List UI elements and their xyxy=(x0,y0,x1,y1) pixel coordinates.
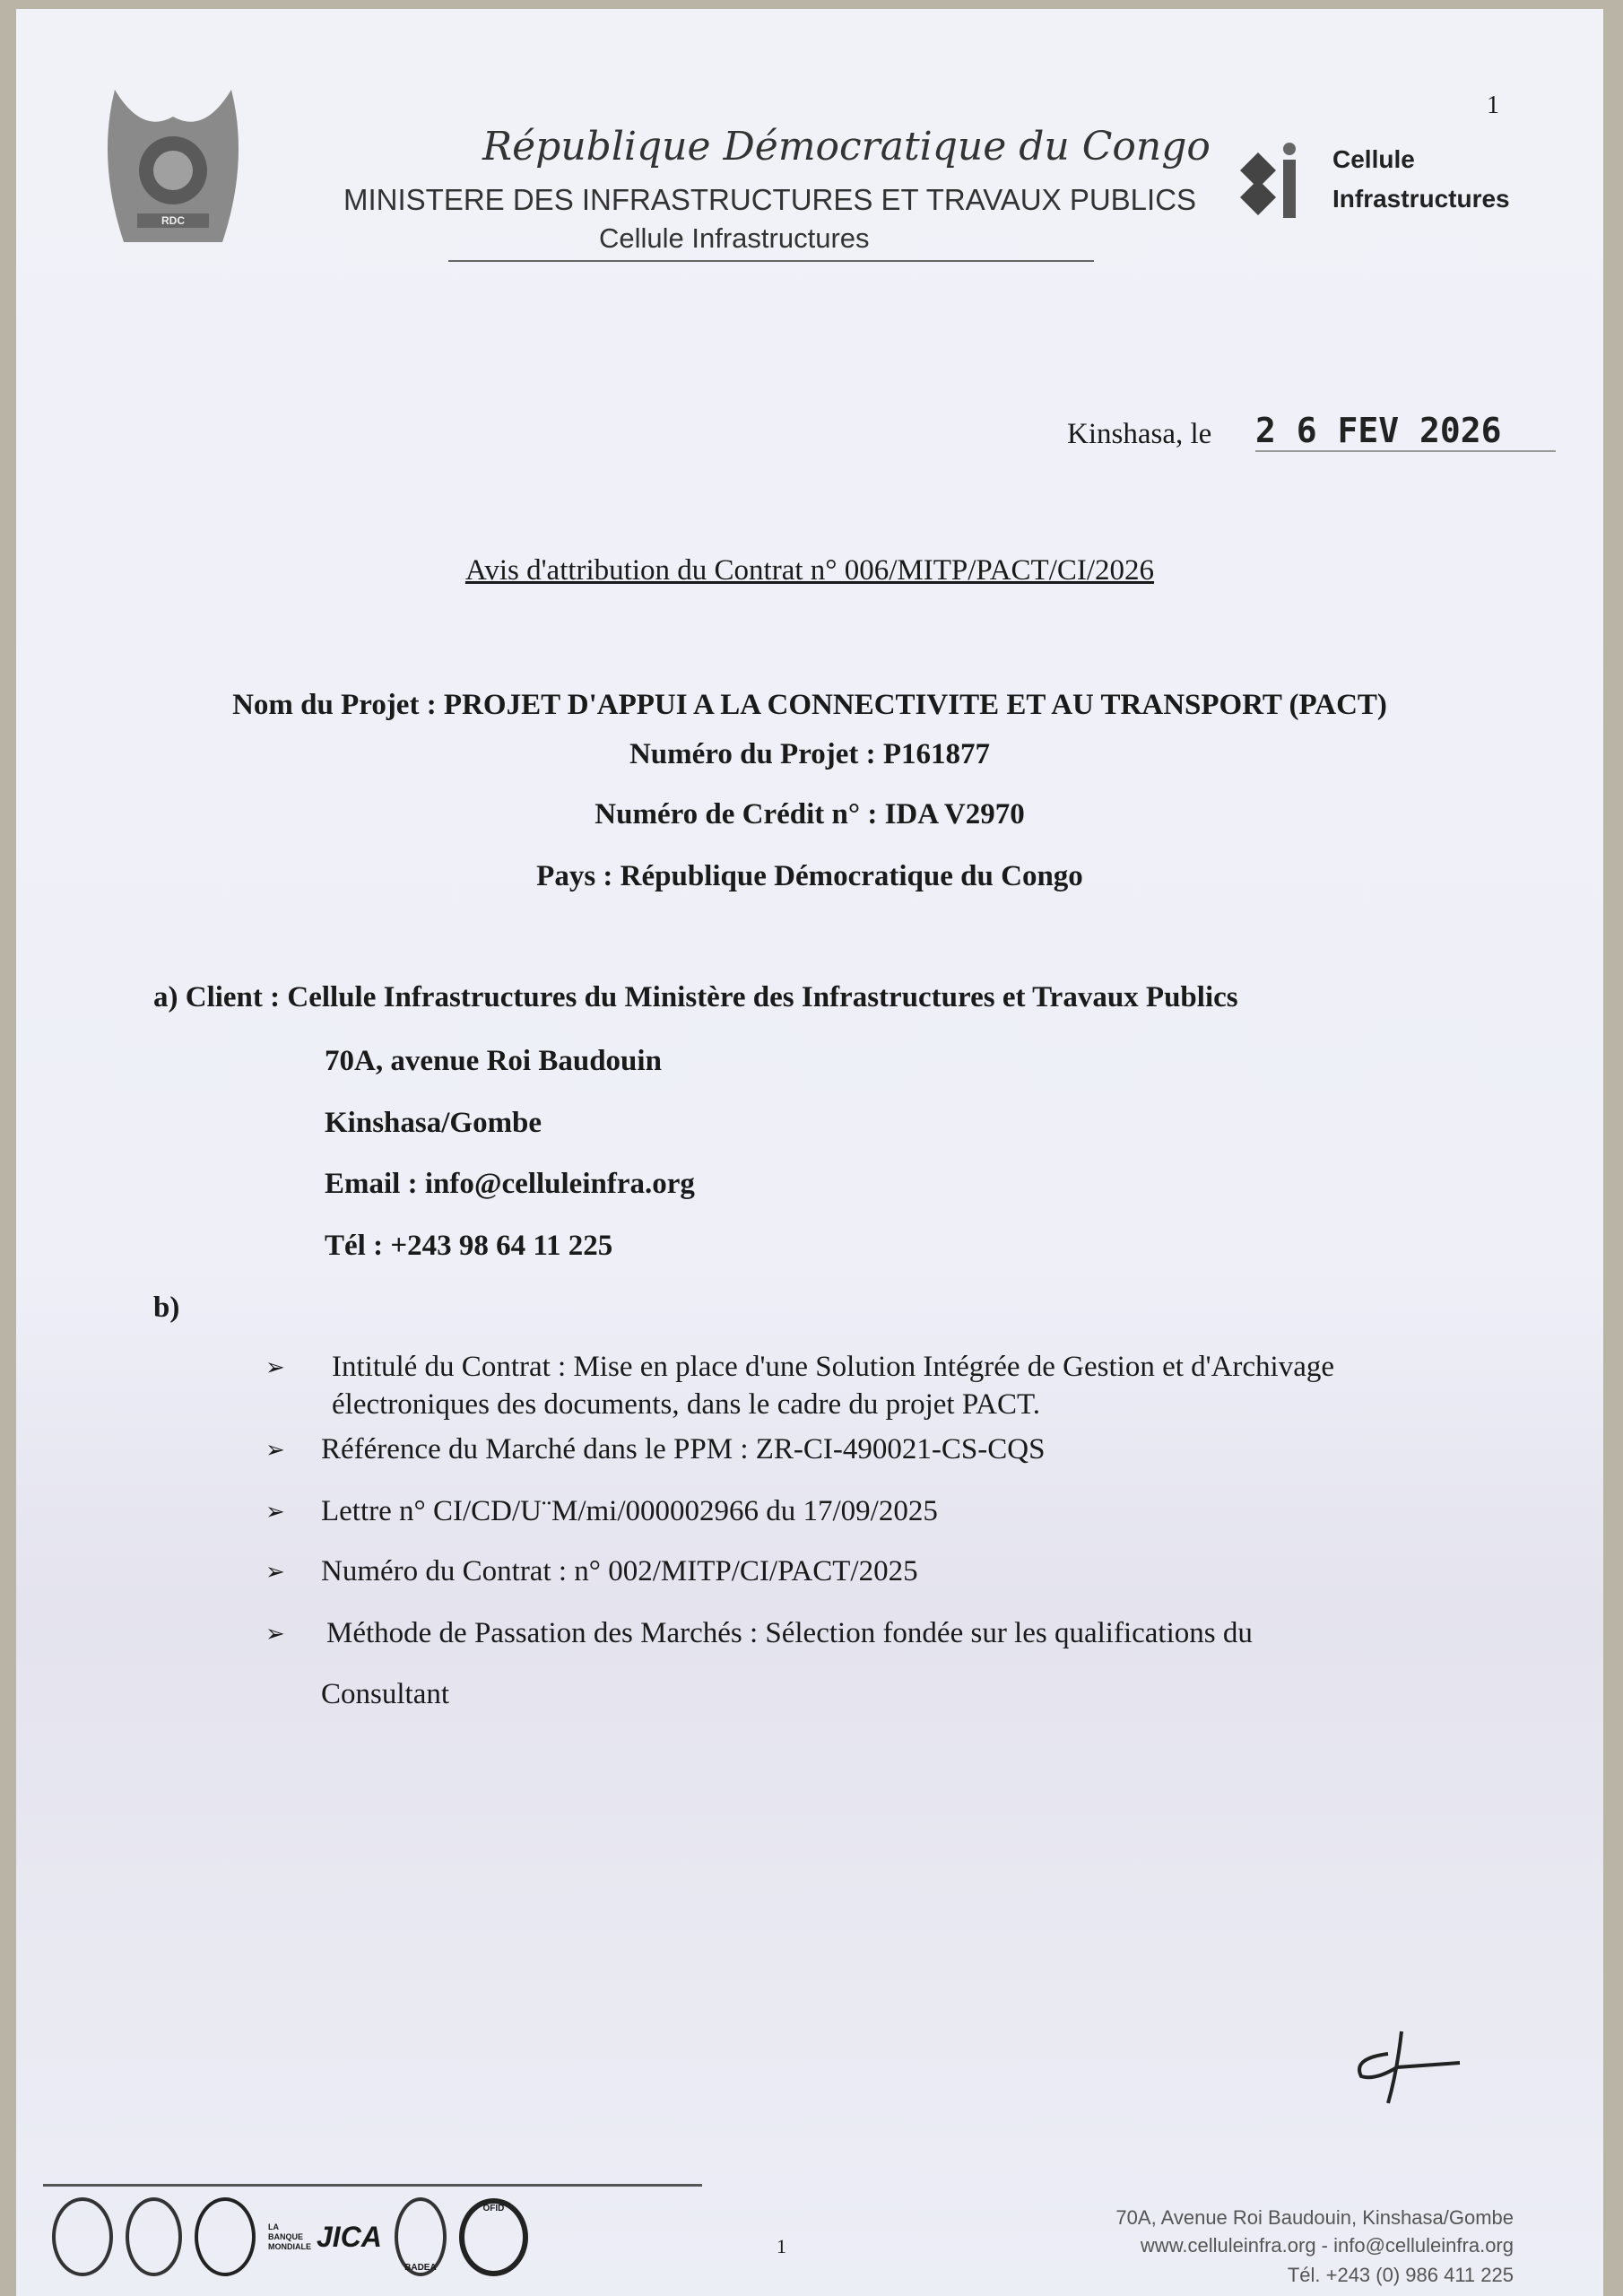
africa-logo-icon xyxy=(126,2197,182,2276)
client-email: Email : info@celluleinfra.org xyxy=(325,1168,695,1200)
contract-title: Intitulé du Contrat : Mise en place d'une Solution Intégrée de Gestion et d'Archivage xyxy=(332,1351,1335,1383)
procurement-method: Méthode de Passation des Marchés : Sélection fondée sur les qualifications du xyxy=(326,1617,1253,1649)
footer-web: www.celluleinfra.org - info@celluleinfra.org xyxy=(1140,2234,1514,2257)
cellule-logo-icon xyxy=(1236,135,1307,224)
bullet-arrow-icon: ➢ xyxy=(265,1499,285,1526)
contract-title-cont: électroniques des documents, dans le cadre du projet PACT. xyxy=(332,1388,1040,1421)
date-stamp: 2 6 FEV 2026 xyxy=(1255,411,1556,452)
country: Pays : République Démocratique du Congo xyxy=(536,860,1083,892)
footer-divider xyxy=(43,2184,702,2187)
header-republic-title: République Démocratique du Congo xyxy=(482,124,1211,170)
signature-initials xyxy=(1334,2027,1469,2108)
footer-page-number: 1 xyxy=(777,2235,786,2257)
section-b-label: b) xyxy=(153,1292,180,1324)
bullet-arrow-icon: ➢ xyxy=(265,1621,285,1648)
header-ministry: MINISTERE DES INFRASTRUCTURES ET TRAVAUX PUBLICS xyxy=(343,183,1197,216)
page-number: 1 xyxy=(1487,91,1499,119)
bullet-arrow-icon: ➢ xyxy=(265,1437,285,1464)
bullet-arrow-icon: ➢ xyxy=(265,1354,285,1381)
project-name: Nom du Projet : PROJET D'APPUI A LA CONNECTIVITE ET AU TRANSPORT (PACT) xyxy=(232,689,1387,721)
footer-tel: Tél. +243 (0) 986 411 225 xyxy=(1287,2264,1514,2286)
jica-logo: JICA xyxy=(317,2220,382,2253)
project-number: Numéro du Projet : P161877 xyxy=(629,738,991,770)
header-unit: Cellule Infrastructures xyxy=(599,222,870,254)
notice-title: Avis d'attribution du Contrat n° 006/MITP/PACT/CI/2026 xyxy=(464,554,1155,587)
client-address: 70A, avenue Roi Baudouin xyxy=(325,1045,662,1077)
cellule-logo-line1: Cellule xyxy=(1332,145,1415,173)
ofid-logo: OFID xyxy=(459,2198,528,2276)
coat-of-arms-banner-text: RDC xyxy=(161,214,185,227)
bullet-arrow-icon: ➢ xyxy=(265,1559,285,1586)
badea-logo: BADEA xyxy=(395,2197,447,2276)
client-city: Kinshasa/Gombe xyxy=(325,1107,542,1139)
ppm-reference: Référence du Marché dans le PPM : ZR-CI-490021-CS-CQS xyxy=(321,1433,1046,1465)
footer-address: 70A, Avenue Roi Baudouin, Kinshasa/Gombe xyxy=(1115,2206,1514,2229)
client-label: a) Client : Cellule Infrastructures du Ministère des Infrastructures et Travaux Publics xyxy=(153,981,1238,1013)
partner-logos xyxy=(52,2197,528,2276)
document-page xyxy=(16,9,1603,2296)
cellule-logo-line2: Infrastructures xyxy=(1332,185,1510,213)
world-bank-logo-icon xyxy=(195,2197,256,2276)
client-tel: Tél : +243 98 64 11 225 xyxy=(325,1230,613,1262)
procurement-method-cont: Consultant xyxy=(321,1678,450,1710)
world-bank-label: LA BANQUE MONDIALE xyxy=(268,2222,311,2251)
credit-number: Numéro de Crédit n° : IDA V2970 xyxy=(595,798,1025,831)
contract-number: Numéro du Contrat : n° 002/MITP/CI/PACT/2025 xyxy=(321,1555,918,1587)
date-prefix: Kinshasa, le xyxy=(1067,418,1212,450)
afdb-logo-icon xyxy=(52,2197,113,2276)
header-divider xyxy=(448,260,1094,262)
letter-reference: Lettre n° CI/CD/U¨M/mi/000002966 du 17/09/2025 xyxy=(321,1495,938,1527)
